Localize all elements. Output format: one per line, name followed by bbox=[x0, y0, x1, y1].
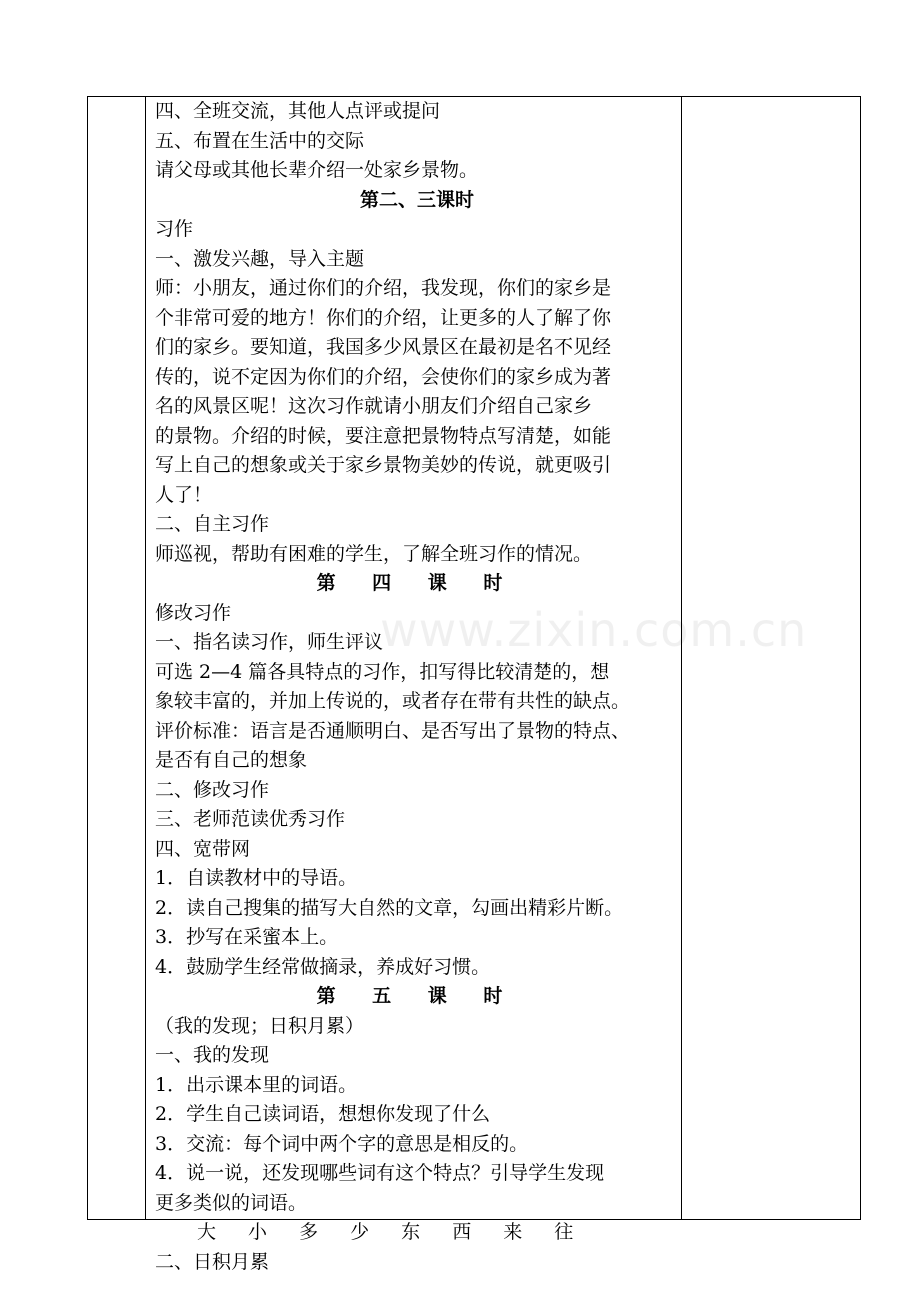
text-line: 人了！ bbox=[155, 483, 213, 506]
text-line: 二、修改习作 bbox=[155, 778, 270, 801]
text-line: 2．学生自己读词语，想想你发现了什么 bbox=[155, 1103, 491, 1125]
text-line: 4．鼓励学生经常做摘录，养成好习惯。 bbox=[155, 955, 491, 978]
text-line: 的景物。介绍的时候，要注意把景物特点写清楚，如能 bbox=[155, 424, 612, 447]
column-divider-left bbox=[145, 97, 146, 1219]
text-line: 名的风景区呢！这次习作就请小朋友们介绍自己家乡 bbox=[155, 395, 593, 417]
text-line: 个非常可爱的地方！你们的介绍，让更多的人了解了你 bbox=[155, 306, 612, 329]
text-line: 师：小朋友，通过你们的介绍，我发现，你们的家乡是 bbox=[155, 277, 612, 299]
text-line: （我的发现；日积月累） bbox=[155, 1014, 365, 1037]
text-line: 请父母或其他长辈介绍一处家乡景物。 bbox=[155, 159, 479, 181]
text-line: 1．出示课本里的词语。 bbox=[155, 1073, 358, 1096]
text-line: 评价标准：语言是否通顺明白、是否写出了景物的特点、 bbox=[155, 719, 631, 742]
column-divider-right bbox=[681, 97, 682, 1219]
text-line: 三、老师范读优秀习作 bbox=[155, 808, 346, 830]
section-heading: 第二、三课时 bbox=[359, 188, 474, 211]
text-line: 二、自主习作 bbox=[155, 513, 270, 535]
text-line: 是否有自己的想象 bbox=[155, 749, 308, 771]
text-line: 们的家乡。要知道，我国多少风景区在最初是名不见经 bbox=[155, 336, 612, 358]
text-line: 2．读自己搜集的描写大自然的文章，勾画出精彩片断。 bbox=[155, 896, 624, 919]
text-line: 写上自己的想象或关于家乡景物美妙的传说，就更吸引 bbox=[155, 454, 612, 476]
text-line: 1．自读教材中的导语。 bbox=[155, 867, 358, 889]
text-line: 五、布置在生活中的交际 bbox=[155, 129, 365, 152]
text-line: 习作 bbox=[155, 218, 194, 240]
text-line: 一、指名读习作，师生评议 bbox=[155, 631, 384, 653]
lesson-plan-table bbox=[87, 96, 861, 1273]
text-line: 3．交流：每个词中两个字的意思是相反的。 bbox=[155, 1132, 529, 1155]
text-line: 可选 2—4 篇各具特点的习作，扣写得比较清楚的，想 bbox=[155, 660, 610, 683]
text-line: 更多类似的词语。 bbox=[155, 1191, 308, 1214]
text-line: 传的，说不定因为你们的介绍，会使你们的家乡成为著 bbox=[155, 365, 612, 388]
text-line: 一、激发兴趣，导入主题 bbox=[155, 247, 365, 270]
lesson-content-cell bbox=[155, 97, 679, 1277]
text-line: 大 小 多 少 东 西 来 往 bbox=[197, 1221, 587, 1243]
text-line: 四、宽带网 bbox=[155, 837, 251, 860]
text-line: 二、日积月累 bbox=[155, 1250, 270, 1273]
text-line: 象较丰富的，并加上传说的，或者存在带有共性的缺点。 bbox=[155, 690, 631, 712]
section-heading: 第 四 课 时 bbox=[316, 572, 518, 594]
watermark: www.zixin.com.cn bbox=[380, 603, 808, 657]
text-line: 一、我的发现 bbox=[155, 1044, 270, 1066]
text-line: 四、全班交流，其他人点评或提问 bbox=[155, 100, 441, 122]
text-line: 3．抄写在采蜜本上。 bbox=[155, 926, 339, 948]
text-line: 师巡视，帮助有困难的学生，了解全班习作的情况。 bbox=[155, 542, 593, 565]
text-line: 4．说一说，还发现哪些词有这个特点？引导学生发现 bbox=[155, 1162, 605, 1184]
text-line: 修改习作 bbox=[155, 601, 232, 624]
section-heading: 第 五 课 时 bbox=[316, 985, 518, 1007]
